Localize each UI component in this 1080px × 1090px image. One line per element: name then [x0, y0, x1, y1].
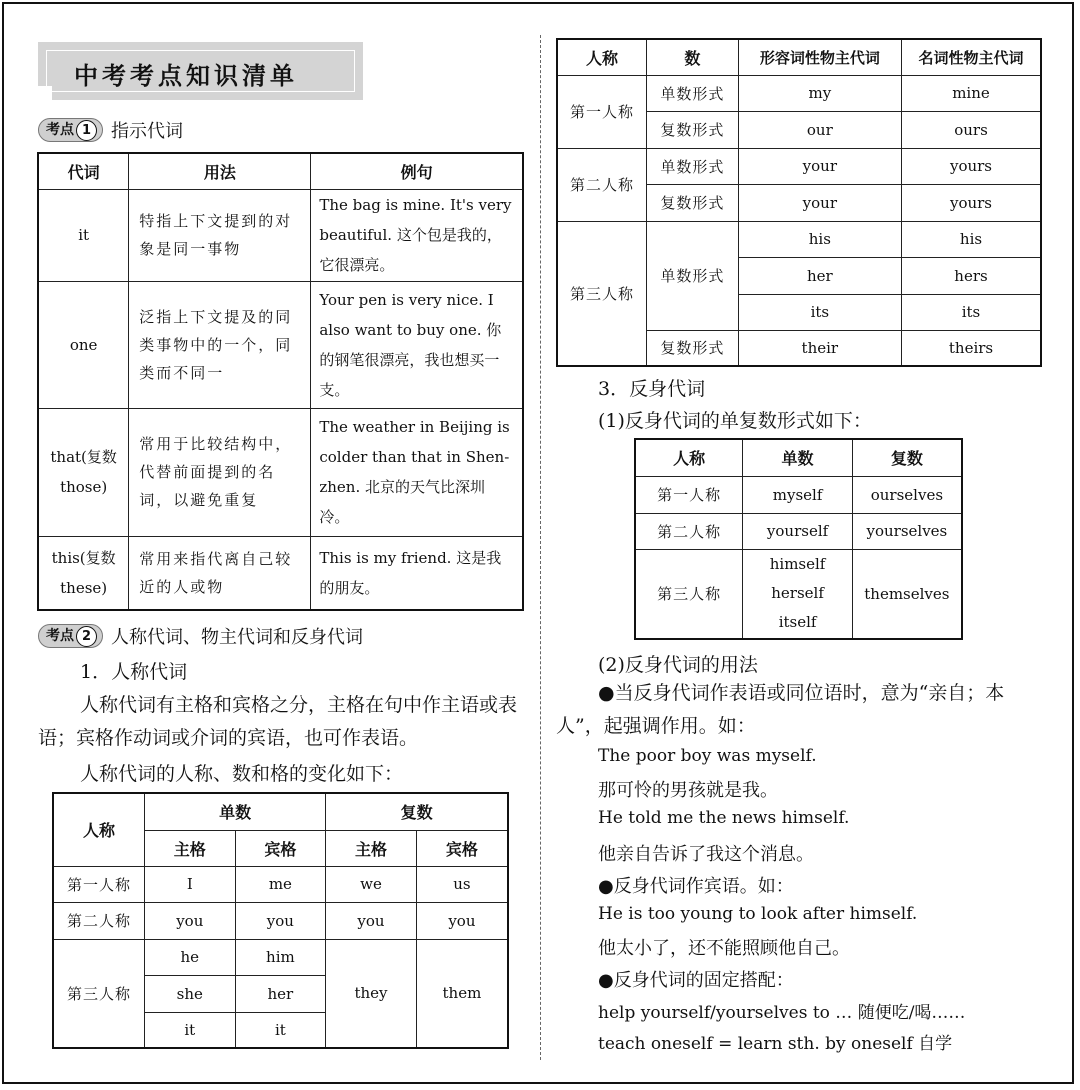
col-header: 形容词性物主代词: [738, 39, 901, 75]
example-cn: 他亲自告诉了我这个消息。: [598, 844, 814, 865]
section-1-heading: [38, 117, 183, 143]
table-row: [53, 939, 508, 975]
pronoun-cell: that(复数 those): [38, 408, 129, 536]
person-cell: 第三人称: [635, 549, 743, 639]
person-header: 人称: [53, 793, 145, 866]
reflexive-sub1: (1)反身代词的单复数形式如下：: [598, 410, 872, 432]
table-cell: yourselves: [852, 513, 962, 549]
number-cell: 单数形式: [647, 75, 739, 111]
table-cell: they: [326, 939, 417, 1048]
col-header: 数: [647, 39, 739, 75]
personal-pronoun-intro: 人称代词的人称、数和格的变化如下：: [80, 763, 404, 785]
table-cell: yours: [901, 148, 1041, 184]
table-cell: he: [145, 939, 236, 975]
badge-number: 2: [76, 626, 97, 647]
usage-cell: 特指上下文提到的对象是同一事物: [129, 189, 311, 281]
person-cell: 第三人称: [53, 939, 145, 1048]
table-row: [557, 75, 1041, 111]
pronoun-cell: one: [38, 281, 129, 408]
number-cell: 复数形式: [647, 111, 739, 148]
table-header-row: [557, 39, 1041, 75]
person-cell: 第二人称: [53, 902, 145, 939]
col-header: 人称: [557, 39, 647, 75]
person-cell: 第一人称: [635, 476, 743, 513]
table-cell: his: [901, 221, 1041, 257]
table-cell: your: [738, 148, 901, 184]
person-cell: 第一人称: [557, 75, 647, 148]
reflexive-table: [634, 438, 963, 640]
table-cell: their: [738, 330, 901, 366]
accusative-header: 宾格: [235, 830, 326, 866]
col-header: 例句: [311, 153, 523, 189]
table-cell: it: [235, 1012, 326, 1048]
personal-pronoun-heading: 1．人称代词: [80, 661, 188, 683]
table-cell: yours: [901, 184, 1041, 221]
example-cell: Your pen is very nice. I also want to buy one. 你的钢笔很漂亮，我也想买一支。: [311, 281, 523, 408]
table-cell: its: [738, 294, 901, 330]
demonstrative-table: [37, 152, 524, 611]
example-cell: The bag is mine. It's very beautiful. 这个包是我的，它很漂亮。: [311, 189, 523, 281]
table-row: [38, 189, 523, 281]
possessive-table: [556, 38, 1042, 367]
table-cell: she: [145, 975, 236, 1012]
example-en: The poor boy was myself.: [598, 746, 817, 766]
table-cell: them: [416, 939, 508, 1048]
table-cell: my: [738, 75, 901, 111]
table-cell: him: [235, 939, 326, 975]
accusative-header: 宾格: [416, 830, 508, 866]
table-cell: ours: [901, 111, 1041, 148]
table-cell: you: [235, 902, 326, 939]
reflexive-word: herself: [771, 584, 824, 603]
table-row: [557, 221, 1041, 257]
table-header-row: [53, 793, 508, 830]
person-cell: 第二人称: [635, 513, 743, 549]
table-cell: its: [901, 294, 1041, 330]
number-cell: 复数形式: [647, 184, 739, 221]
example-cn: 他太小了，还不能照顾他自己。: [598, 938, 850, 959]
table-cell: her: [235, 975, 326, 1012]
col-header: 复数: [852, 439, 962, 476]
table-cell: [743, 549, 852, 639]
nominative-header: 主格: [145, 830, 236, 866]
table-header-row: [635, 439, 962, 476]
usage-cell: 常用于比较结构中，代替前面提到的名词，以避免重复: [129, 408, 311, 536]
person-cell: 第一人称: [53, 866, 145, 902]
person-cell: 第二人称: [557, 148, 647, 221]
badge-number: 1: [76, 120, 97, 141]
table-cell: themselves: [852, 549, 962, 639]
example-cell: This is my friend. 这是我的朋友。: [311, 536, 523, 610]
banner-title: 中考考点知识清单: [74, 62, 298, 90]
example-cell: The weather in Beijing is colder than that in Shen-zhen. 北京的天气比深圳冷。: [311, 408, 523, 536]
number-cell: 复数形式: [647, 330, 739, 366]
bullet-object: ●反身代词作宾语。如：: [598, 876, 794, 897]
example-cn: 那可怜的男孩就是我。: [598, 780, 778, 801]
table-row: [38, 408, 523, 536]
number-cell: 单数形式: [647, 148, 739, 184]
singular-header: 单数: [145, 793, 326, 830]
pronoun-cell: it: [38, 189, 129, 281]
table-header-row: [38, 153, 523, 189]
table-cell: your: [738, 184, 901, 221]
table-row: [53, 902, 508, 939]
table-cell: her: [738, 257, 901, 294]
reflexive-sub2: (2)反身代词的用法: [598, 654, 758, 676]
example-en: He told me the news himself.: [598, 808, 850, 828]
table-row: [635, 513, 962, 549]
table-row: [53, 866, 508, 902]
fixed-phrase: teach oneself = learn sth. by oneself 自学: [598, 1034, 953, 1054]
table-cell: I: [145, 866, 236, 902]
table-cell: his: [738, 221, 901, 257]
personal-pronoun-table: [52, 792, 509, 1049]
table-row: [38, 536, 523, 610]
table-cell: ourselves: [852, 476, 962, 513]
reflexive-word: itself: [778, 613, 817, 632]
table-row: [38, 281, 523, 408]
col-header: 人称: [635, 439, 743, 476]
table-cell: theirs: [901, 330, 1041, 366]
section-2-title: 人称代词、物主代词和反身代词: [111, 627, 363, 648]
reflexive-word: himself: [769, 555, 826, 574]
table-cell: myself: [743, 476, 852, 513]
table-cell: you: [326, 902, 417, 939]
table-cell: yourself: [743, 513, 852, 549]
column-divider: [540, 35, 541, 1060]
table-cell: our: [738, 111, 901, 148]
table-cell: hers: [901, 257, 1041, 294]
table-cell: us: [416, 866, 508, 902]
example-en: He is too young to look after himself.: [598, 904, 918, 924]
person-cell: 第三人称: [557, 221, 647, 366]
nominative-header: 主格: [326, 830, 417, 866]
fixed-phrase: help yourself/yourselves to … 随便吃/喝……: [598, 1003, 966, 1023]
section-2-heading: [38, 623, 363, 649]
col-header: 名词性物主代词: [901, 39, 1041, 75]
section-badge: 考点 2: [38, 624, 103, 648]
table-row: [557, 148, 1041, 184]
table-cell: mine: [901, 75, 1041, 111]
plural-header: 复数: [326, 793, 508, 830]
table-cell: you: [145, 902, 236, 939]
number-cell: 单数形式: [647, 221, 739, 330]
table-row: [635, 549, 962, 639]
pronoun-cell: this(复数 these): [38, 536, 129, 610]
bullet-emphasis: ●当反身代词作表语或同位语时，意为“亲自；本人”，起强调作用。如：: [556, 682, 1005, 737]
col-header: 单数: [743, 439, 852, 476]
banner: [38, 42, 363, 100]
col-header: 代词: [38, 153, 129, 189]
section-1-title: 指示代词: [111, 121, 183, 142]
table-cell: me: [235, 866, 326, 902]
table-cell: we: [326, 866, 417, 902]
reflexive-heading: 3．反身代词: [598, 378, 706, 400]
section-badge: 考点 1: [38, 118, 103, 142]
table-cell: it: [145, 1012, 236, 1048]
bullet-fixed: ●反身代词的固定搭配：: [598, 970, 794, 991]
usage-cell: 泛指上下文提及的同类事物中的一个，同类而不同一: [129, 281, 311, 408]
col-header: 用法: [129, 153, 311, 189]
personal-pronoun-paragraph: 人称代词有主格和宾格之分，主格在句中作主语或表语；宾格作动词或介词的宾语，也可作表语。: [38, 694, 518, 749]
table-row: [635, 476, 962, 513]
table-cell: you: [416, 902, 508, 939]
usage-cell: 常用来指代离自己较近的人或物: [129, 536, 311, 610]
